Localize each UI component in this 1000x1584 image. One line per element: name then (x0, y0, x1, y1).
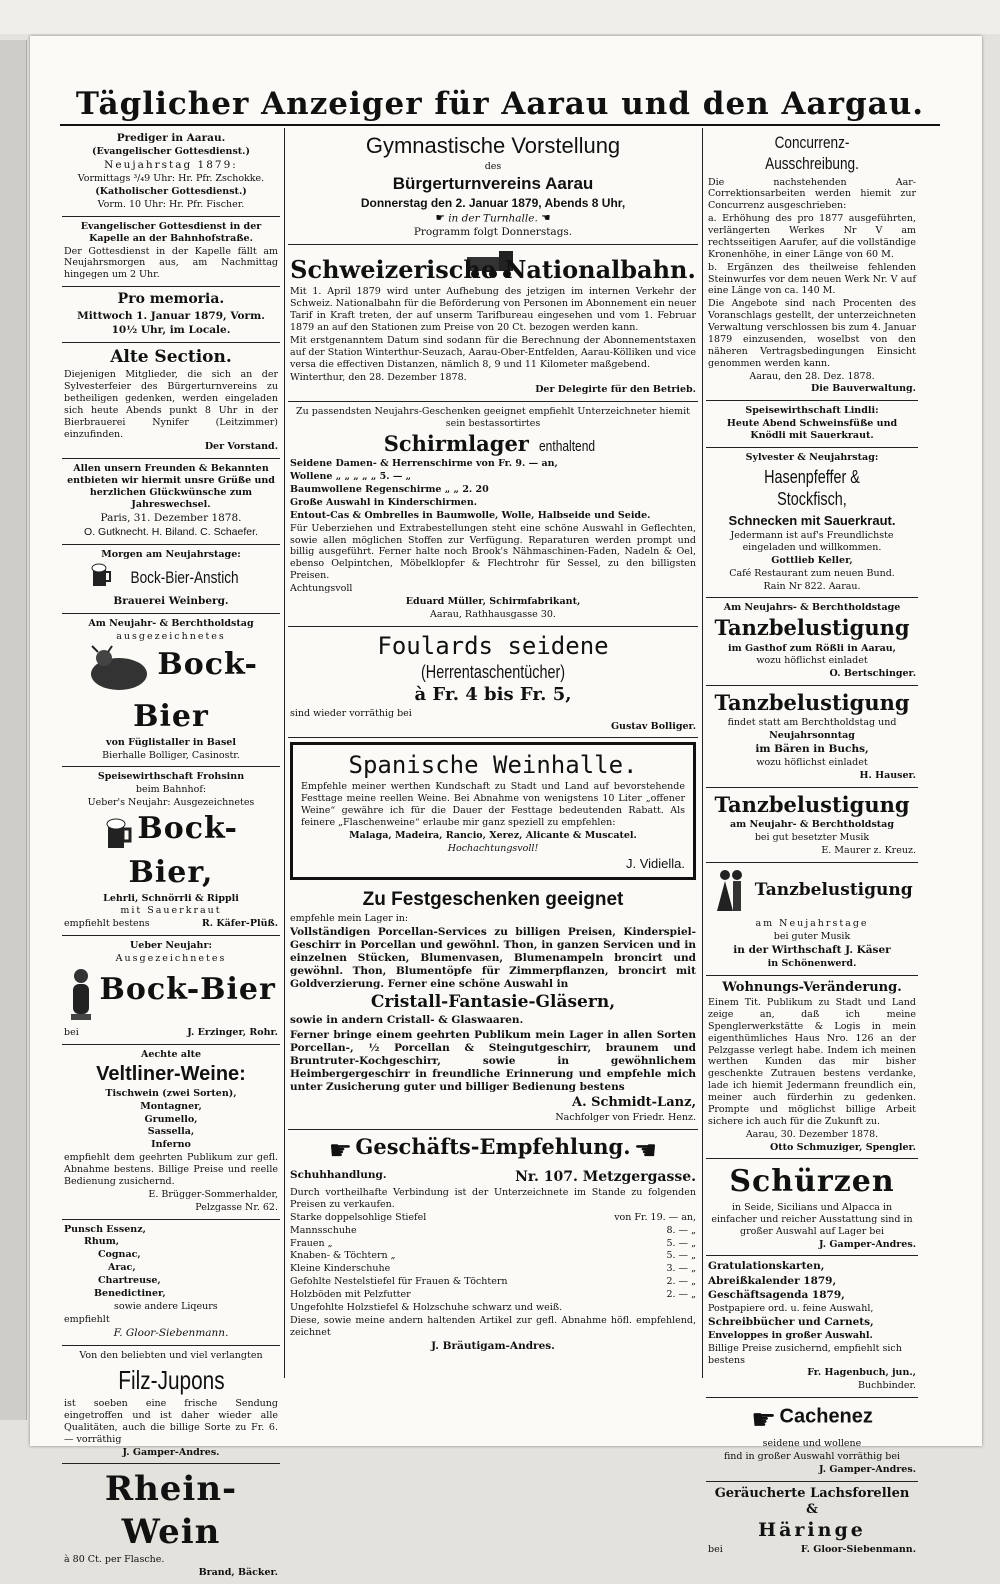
ad-title: Bock-Bier (99, 972, 276, 1007)
ad-text: Hochachtungsvoll! (447, 842, 539, 854)
ad-text: in der Turnhalle. (448, 212, 538, 225)
ad-text: Schuhhandlung. (290, 1168, 387, 1181)
ad-text: wozu höflichst einladet (756, 757, 868, 769)
ad-title: Veltliner-Weine: (96, 1062, 246, 1085)
ad-signature: Café Restaurant zum neuen Bund. (729, 567, 895, 579)
ad-text: Der Gottesdienst in der Kapelle fällt am Neujahrsmorgen aus, am Nachmittag hingegen um 2 Uhr. (64, 245, 278, 281)
ad-signature: J. Erzinger, Rohr. (187, 1027, 278, 1039)
ad-festgeschenke (288, 884, 698, 1130)
ad-text: Entout-Cas & Ombrelles in Baumwolle, Wolle, Halbseide und Seide. (290, 509, 651, 521)
ad-signature: Der Vorstand. (204, 441, 278, 453)
ad-signature: Die Bauverwaltung. (811, 383, 916, 395)
price-row (290, 1263, 696, 1275)
ad-text: empfiehlt dem geehrten Publikum zur gefl. Abnahme bestens. Billige Preise und reelle Bedienung zusichernd. (64, 1152, 278, 1187)
price-value: von Fr. 19. — an, (614, 1211, 696, 1223)
ad-bock-bierhalle (62, 614, 280, 767)
ad-signature: Gustav Bolliger. (610, 720, 696, 732)
ad-wohnung (706, 976, 918, 1160)
ad-title: Tanzbelustigung (754, 879, 913, 900)
ad-title: Bock-Bier, (128, 811, 238, 891)
ad-text: bei gut besetzter Musik (754, 832, 870, 844)
pointing-hand-right-icon: ☛ (328, 1136, 353, 1167)
ad-bock-weinberg (62, 545, 280, 614)
ad-punsch (62, 1220, 280, 1346)
ad-text: Aarau, 30. Dezember 1878. (745, 1128, 879, 1140)
ad-text: Programm folgt Donnerstags. (413, 226, 573, 239)
page-spine-shadow (0, 40, 27, 1420)
ad-text: seidene und wollene (762, 1438, 862, 1450)
ad-signature: Brand, Bäcker. (198, 1567, 278, 1579)
price-list (290, 1212, 696, 1314)
ad-text: Am Neujahrs- & Berchtholdstage (723, 602, 901, 614)
price-row (290, 1238, 696, 1250)
ad-text: Diese, sowie meine andern haltenden Artikel zur gefl. Abnahme höfl. empfehlend, zeichnet (290, 1314, 696, 1338)
ad-text: empfiehlt bestens (64, 918, 150, 930)
ad-signature: Rain Nr 822. Aarau. (763, 580, 861, 592)
ad-text: sowie in andern Cristall- & Glaswaaren. (290, 1014, 524, 1027)
ad-gratulationskarten (706, 1256, 918, 1398)
ad-text: in Schönenwerd. (767, 957, 857, 969)
ad-tanz-roessli (706, 598, 918, 686)
ad-title: Geschäfts-Empfehlung. (355, 1134, 631, 1160)
ad-schirmlager (288, 402, 698, 626)
ad-signature: Otto Schmuziger, Spengler. (769, 1141, 916, 1153)
ad-signature: Nachfolger von Friedr. Henz. (555, 1112, 696, 1124)
ad-bock-erzinger (62, 936, 280, 1045)
price-item: Gefohlte Nestelstiefel für Frauen & Töchtern (290, 1276, 508, 1288)
ad-title: Bürgerturnvereins Aarau (392, 174, 594, 194)
price-row (290, 1212, 696, 1224)
column-divider (702, 128, 703, 1378)
ad-text: Speisewirthschaft Frohsinn (97, 771, 245, 783)
ad-text: bei (64, 1027, 79, 1039)
ad-text: Aarau, den 28. Dez. 1878. (749, 370, 875, 382)
goat-barrel-icon (84, 644, 154, 698)
ad-title: Tanzbelustigung (714, 690, 910, 716)
ad-text: Paris, 31. Dezember 1878. (100, 511, 242, 524)
ad-text: Baumwollene Regenschirme „ „ 2. 20 (290, 484, 489, 496)
ad-text: Für Ueberziehen und Extrabestellungen steht eine schöne Auswahl in Geflechten, sowie allen möglichen Stoffen zur Verfügung. Reparaturen werden prompt und billig ausgeführt. Ferner halte noch Brook's Nähmaschinen-Faden, Nadeln & Oel, ebenso Oelpintchen, Möbelklopfer & Flechtrohr für Sessel, zu den billigsten Preisen. (290, 522, 696, 582)
price-item: Frauen „ (290, 1237, 333, 1249)
ad-title: Spanische Weinhalle. (348, 751, 638, 780)
column-divider (284, 128, 285, 1378)
ad-title: Häringe (758, 1519, 866, 1542)
ad-title: Zu Festgeschenken geeignet (362, 888, 624, 910)
ad-title: Geräucherte Lachsforellen & (714, 1485, 910, 1517)
ad-subtitle: (Evangelischer Gottesdienst.) (92, 146, 250, 158)
ad-subtitle: (Herrentaschentücher) (420, 661, 566, 682)
ad-title: Gymnastische Vorstellung (365, 133, 621, 158)
ad-text: Aechte alte (140, 1048, 202, 1060)
ad-title: Filz-Jupons (117, 1364, 225, 1395)
ad-title: Schweizerische Nationalbahn. (290, 255, 696, 285)
beer-mug-icon (90, 562, 112, 594)
ad-text: 10½ Uhr, im Locale. (111, 323, 231, 336)
ad-title: Alte Section. (110, 346, 232, 367)
ad-tanz-kaeser (706, 863, 918, 976)
ad-signature: J. Bräutigam-Andres. (431, 1339, 555, 1352)
ad-text: ausgezeichnetes (116, 631, 226, 643)
ad-text: Am Neujahr- & Berchtholdstag (88, 618, 254, 630)
price-value: 2. — „ (666, 1276, 696, 1288)
price-value: 5. — „ (666, 1237, 696, 1249)
ad-text: Schreibbücher und Carnets, (708, 1315, 874, 1328)
ad-title: Concurrenz-Ausschreibung. (765, 133, 859, 174)
liquor-item: Rhum, (84, 1236, 120, 1248)
ad-text: à Fr. 4 bis Fr. 5, (414, 684, 572, 706)
ad-text: Morgen am Neujahrstage: (101, 549, 241, 560)
ad-text: sind wieder vorräthig bei (290, 707, 412, 719)
ad-signature: J. Gamper-Andres. (819, 1238, 916, 1250)
ad-signature: E. Maurer z. Kreuz. (821, 845, 916, 856)
ad-foulards (288, 627, 698, 739)
ad-signature: E. Brügger-Sommerhalder, (148, 1188, 278, 1200)
ad-signature: O. Gutknecht. H. Biland. C. Schaefer. (84, 525, 258, 538)
ad-text: in der Wirthschaft J. Käser (733, 943, 891, 956)
ad-signature: Der Delegirte für den Betrieb. (535, 384, 696, 396)
ad-schuerzen (706, 1159, 918, 1256)
ad-text: Diejenigen Mitglieder, die sich an der Sylvesterfeier des Bürgerturnvereins zu betheiligen gedenken, werden eingeladen sich heute Abends punkt 8 Uhr in der Bierbrauerei Nynifer (Leitzimmer) einzufinden. (64, 369, 278, 440)
ad-title: Hasenpfeffer & Stockfisch, (764, 466, 860, 510)
ad-signature: Fr. Hagenbuch, jun., (807, 1367, 916, 1379)
ad-text: Allen unsern Freunden & Bekannten entbieten wir hiermit unsre Grüße und herzlichen Glückwünsche zum Jahreswechsel. (67, 463, 275, 510)
price-row (290, 1302, 696, 1314)
ad-text: am Neujahr- & Berchtholdstag (730, 819, 894, 831)
ad-title: Rhein-Wein (104, 1469, 238, 1552)
ad-text: Ausgezeichnetes (115, 953, 227, 965)
ad-tanz-baeren (706, 686, 918, 788)
ad-text: Durch vortheilhafte Verbindung ist der Unterzeichnete im Stande zu folgenden Preisen zu verkaufen. (290, 1187, 696, 1210)
liquor-item: Punsch Essenz, (64, 1223, 146, 1235)
ad-title: Bock-Bier-Anstich (130, 567, 239, 587)
ad-text: in Seide, Sicilians und Alpacca in einfacher und reicher Ausstattung sind in großer Auswahl auf Lager bei (711, 1201, 913, 1237)
wine-item: Inferno (151, 1139, 191, 1151)
ad-text: ist soeben eine frische Sendung eingetroffen und ist daher wieder alle Qualitäten, auch die billige Sorte zu Fr. 6. — vorräthig (64, 1398, 278, 1445)
beer-mug-icon (104, 816, 134, 854)
ad-text: wozu höflichst einladet (756, 655, 868, 667)
liquor-item: Chartreuse, (98, 1275, 161, 1287)
wine-item: Grumello, (144, 1113, 198, 1125)
price-item: Holzböden mit Pelzfutter (290, 1289, 411, 1301)
ad-signature: J. Gamper-Andres. (819, 1463, 916, 1475)
ad-concurrenz (706, 128, 918, 401)
ad-text: Abreißkalender 1879, (708, 1274, 837, 1287)
ad-title: Evangelischer Gottesdienst in der Kapelle an der Bahnhofstraße. (80, 220, 262, 244)
ad-text: im Gasthof zum Rößli in Aarau, (728, 642, 896, 654)
ad-title: Tanzbelustigung (714, 615, 910, 641)
ad-text: mit Sauerkraut (120, 905, 222, 917)
price-item: Knaben- & Töchtern „ (290, 1250, 396, 1262)
dancing-couple-icon (711, 867, 751, 917)
ad-text: Enveloppes in großer Auswahl. (708, 1329, 873, 1341)
ad-pro-memoria (62, 287, 280, 343)
ad-text: Vollständigen Porcellan-Services zu billigen Preisen, Kinderspiel-Geschirr in Porcellan und gewöhnl. Thon, in ganzen Servicen und in einzelnen Stücken, Blumenvasen, Blumenampeln broncirt und gewöhnl. Thon, Blumentöpfe für Zimmerpflanzen, broncirt mit Goldverzierung. Ferner eine schöne Auswahl in (290, 925, 696, 991)
ad-title: Cristall-Fantasie-Gläsern, (370, 992, 616, 1013)
price-value: 5. — „ (666, 1250, 696, 1262)
ad-lindli (706, 401, 918, 448)
ad-cachenez (706, 1398, 918, 1482)
price-item: Mannsschuhe (290, 1224, 357, 1236)
ad-title: Pro memoria. (117, 291, 225, 308)
ad-tanz-kreuz (706, 788, 918, 863)
wine-item: Sassella, (147, 1126, 195, 1138)
ad-alte-section (62, 343, 280, 459)
ad-text: empfehle mein Lager in: (290, 912, 409, 924)
ad-text: Achtungsvoll (290, 583, 353, 595)
ad-signature: Buchbinder. (858, 1380, 916, 1392)
price-row (290, 1276, 696, 1288)
ad-text: bei guter Musik (773, 930, 851, 942)
ad-title: Foulards seidene (377, 631, 609, 660)
ad-text: à 80 Ct. per Flasche. (64, 1554, 165, 1566)
ad-title: Schirmlager (383, 431, 529, 457)
ad-text: Die Angebote sind nach Procenten des Voranschlags gestellt, der unterzeichneten Verwaltung verschlossen bis zum 4. Januar 1879 einzusenden, woselbst von den näheren Vertragsbedingungen Einsicht genommen werden kann. (708, 298, 916, 369)
ad-prediger (62, 128, 280, 217)
ad-text: empfiehlt (64, 1313, 110, 1325)
ad-text: findet statt am Berchtholdstag und (727, 717, 897, 729)
price-row (290, 1225, 696, 1237)
price-item: Starke doppelsohlige Stiefel (290, 1211, 427, 1223)
ad-veltliner (62, 1045, 280, 1220)
ad-text: Jedermann ist auf's Freundlichste eingeladen und willkommen. (730, 530, 894, 553)
ad-text: Die nachstehenden Aar-Correktionsarbeiten werden hiemit zur Concurrenz ausgeschrieben: (708, 176, 916, 212)
ad-text: bei (708, 1544, 723, 1555)
ad-signature: Aarau, Rathhausgasse 30. (430, 608, 556, 620)
ad-signature: Brauerei Weinberg. (113, 595, 229, 608)
ad-spanische-weinhalle (290, 742, 696, 880)
ad-text: Von den beliebten und viel verlangten (79, 1349, 263, 1361)
ad-bock-frohsinn (62, 767, 280, 936)
column-middle (288, 128, 698, 1384)
price-row (290, 1250, 696, 1262)
liquor-item: Cognac, (98, 1249, 141, 1261)
ad-text: Ueber Neujahr: (130, 940, 212, 952)
ad-text: Vorm. 10 Uhr: Hr. Pfr. Fischer. (97, 198, 245, 210)
pointing-hand-left-icon: ☚ (633, 1136, 658, 1167)
ad-text: Geschäftsagenda 1879, (708, 1288, 845, 1301)
ad-nationalbahn (288, 245, 698, 402)
ad-text: Billige Preise zusichernd, empfiehlt sich bestens (708, 1342, 902, 1366)
ad-text: Mit erstgenanntem Datum sind sodann für die Berechnung der Abonnementstaxen auf der Station Winterthur-Seuzach, Aarau-Ober-Entfelden, Aarau-Kölliken und vice versa die effectiven Distanzen, nämlich 8, 9 und 11 Kilometer maßgebend. (290, 334, 696, 370)
ad-text: Ferner bringe einem geehrten Publikum mein Lager in allen Sorten Porcellan-, ½ Porcellan & Steingutgeschirr, braunem und Bruntruter-Kochgeschirr, sowie in gewöhnlichem Heimbergergeschirr in freundliche Erinnerung und empfehle mich unter Zusicherung guter und billiger Bedienung bestens (290, 1028, 696, 1094)
ad-schuhhandlung (288, 1130, 698, 1357)
ad-text: Vormittags ³/₄9 Uhr: Hr. Pfr. Zschokke. (77, 173, 265, 185)
ad-text: Lehrli, Schnörrli & Rippli (103, 892, 239, 904)
ad-text: beim Bahnhof: (135, 784, 207, 796)
ad-kapelle (62, 217, 280, 287)
ad-text: Einem Tit. Publikum zu Stadt und Land zeige an, daß ich meine Spenglerwerkstätte & Logis in mein eigenthümliches Haus Nro. 126 an der Pelzgasse verlegt habe. Indem ich meinen werthen Kunden das mir bisher geschenkte Zutrauen bestens verdanke, lade ich hiemit Jedermann freundlich ein, meiner auch fürderhin zu gedenken. Prompte und möglichst billige Arbeit sichere ich auch für die Zukunft zu. (708, 997, 916, 1127)
price-value: 8. — „ (666, 1224, 696, 1236)
ad-signature: H. Hauser. (859, 770, 916, 782)
ad-text: Bierhalle Bolliger, Casinostr. (102, 749, 240, 761)
ad-text: Wollene „ „ „ „ „ 5. — „ (290, 471, 412, 483)
column-left (62, 128, 280, 1579)
ad-filz-jupons (62, 1346, 280, 1465)
ad-text: Winterthur, den 28. Dezember 1878. (290, 371, 467, 383)
ad-text: Große Auswahl in Kinderschirmen. (290, 496, 478, 508)
ad-text: Neujahrsonntag (769, 730, 855, 742)
ad-text: Mit 1. April 1879 wird unter Aufhebung des jetzigen im internen Verkehr der Schweiz. Nationalbahn für die Beförderung von Personen im Abonnement ein neuer Tarif in Kraft treten, der auf unserm Tarifbureau eingesehen und vom 1. Februar 1879 an auf den Stationen zum Preise von 20 Ct. bezogen werden kann. (290, 286, 696, 334)
ad-title: Bock-Bier (133, 647, 258, 735)
ad-signature: R. Käfer-Plüß. (201, 918, 278, 930)
wine-item: Tischwein (zwei Sorten), (105, 1087, 237, 1099)
ad-signature: F. Gloor-Siebenmann. (113, 1326, 229, 1339)
ad-signature: Pelzgasse Nr. 62. (195, 1201, 278, 1213)
ad-signature: J. Vidiella. (625, 855, 685, 871)
price-row (290, 1289, 696, 1301)
ad-text: von Füglistaller in Basel (106, 736, 236, 748)
ad-signature: Gottlieb Keller, (771, 554, 853, 566)
ad-text: Donnerstag den 2. Januar 1879, Abends 8 Uhr, (360, 195, 626, 210)
pointing-hand-right-icon: ☛ (751, 1403, 777, 1437)
ad-title: Cachenez (779, 1405, 873, 1428)
gambrinus-figure-icon (66, 966, 96, 1026)
ad-text: Nr. 107. Metzgergasse. (515, 1168, 696, 1185)
price-item: Kleine Kinderschuhe (290, 1263, 391, 1275)
ad-text: Zu passendsten Neujahrs-Geschenken geeignet empfiehlt Unterzeichneter hiemit sein bestassortirtes (296, 406, 690, 430)
ad-title: Schnecken mit Sauerkraut. (728, 512, 896, 528)
ad-text: Ueber's Neujahr: Ausgezeichnetes (87, 797, 255, 809)
price-item: Ungefohlte Holzstiefel & Holzschuhe schwarz und weiß. (290, 1301, 563, 1313)
ad-gymnastik (288, 128, 698, 245)
ad-text: a. Erhöhung des pro 1877 ausgeführten, verlängerten Werkes Nr V am rechtsseitigen Aarufer, auf die vollständige Kronenhöhe, in einer Länge von 60 M. (708, 213, 916, 260)
price-value: 2. — „ (666, 1289, 696, 1301)
ad-text: Gratulationskarten, (708, 1260, 825, 1273)
ad-signature: O. Bertschinger. (829, 668, 916, 680)
ad-text: Empfehle meiner werthen Kundschaft zu Stadt und Land auf bevorstehende Festtage meine reellen Weine. Bei Abnahme von wenigstens 10 Liter „offener Weine“ gewähre ich für die Dauer der Festtage bedeutenden Rabatt. Als feinere „Flaschenweine“ erlaube mir ganz speziell zu empfehlen: (301, 781, 685, 829)
ad-text: Sylvester & Neujahrstag: (745, 451, 879, 463)
ad-text: am Neujahrstage (755, 918, 869, 929)
ad-text: find in großer Auswahl vorräthig bei (723, 1451, 901, 1462)
ad-signature: J. Gamper-Andres. (122, 1446, 220, 1458)
ad-text: Mittwoch 1. Januar 1879, Vorm. (77, 309, 265, 322)
masthead-rule (60, 124, 940, 126)
ad-text: Seidene Damen- & Herrenschirme von Fr. 9. — an, (290, 458, 558, 470)
ad-text: des (484, 160, 502, 172)
scan-top-margin (0, 0, 1000, 34)
ad-title: Schürzen (729, 1164, 895, 1200)
ad-signature: Eduard Müller, Schirmfabrikant, (405, 595, 581, 607)
pointing-hand-left-icon: ☚ (541, 211, 551, 224)
ad-text: b. Ergänzen des theilweise fehlenden Steinwurfes vor dem neuen Werk Nr. V auf eine Länge von ca. 140 M. (708, 261, 916, 297)
ad-title: Prediger in Aarau. (116, 132, 226, 144)
ad-text: Neujahrstag 1879: (104, 159, 238, 171)
ad-subtitle: (Katholischer Gottesdienst.) (95, 186, 247, 197)
ad-signature: F. Gloor-Siebenmann. (800, 1544, 916, 1555)
liquor-item: Benedictiner, (94, 1287, 166, 1299)
ad-title: Wohnungs-Veränderung. (722, 979, 902, 995)
column-right (706, 128, 918, 1555)
ad-lachsforellen (706, 1482, 918, 1561)
ad-text: Malaga, Madeira, Rancio, Xerez, Alicante & Muscatel. (349, 829, 637, 841)
ad-text: Heute Abend Schweinsfüße und Knödli mit Sauerkraut. (726, 418, 898, 441)
ad-subtitle: enthaltend (539, 438, 596, 456)
ad-text: im Bären in Buchs, (755, 743, 869, 756)
ad-freunde (62, 459, 280, 545)
ad-signature: A. Schmidt-Lanz, (571, 1095, 696, 1111)
ad-hasenpfeffer (706, 448, 918, 599)
masthead-title: Täglicher Anzeiger für Aarau und den Aargau. (75, 86, 925, 122)
liquor-item: sowie andere Liqeurs (114, 1300, 218, 1312)
ad-rhein-wein (62, 1464, 280, 1584)
ad-title: Tanzbelustigung (714, 792, 910, 817)
ad-text: Postpapiere ord. u. feine Auswahl, (708, 1302, 874, 1314)
wine-item: Montagner, (140, 1100, 202, 1112)
pointing-hand-right-icon: ☛ (435, 211, 445, 224)
price-value: 3. — „ (666, 1263, 696, 1275)
ad-text: Speisewirthschaft Lindli: (745, 405, 879, 417)
liquor-item: Arac, (108, 1262, 136, 1274)
